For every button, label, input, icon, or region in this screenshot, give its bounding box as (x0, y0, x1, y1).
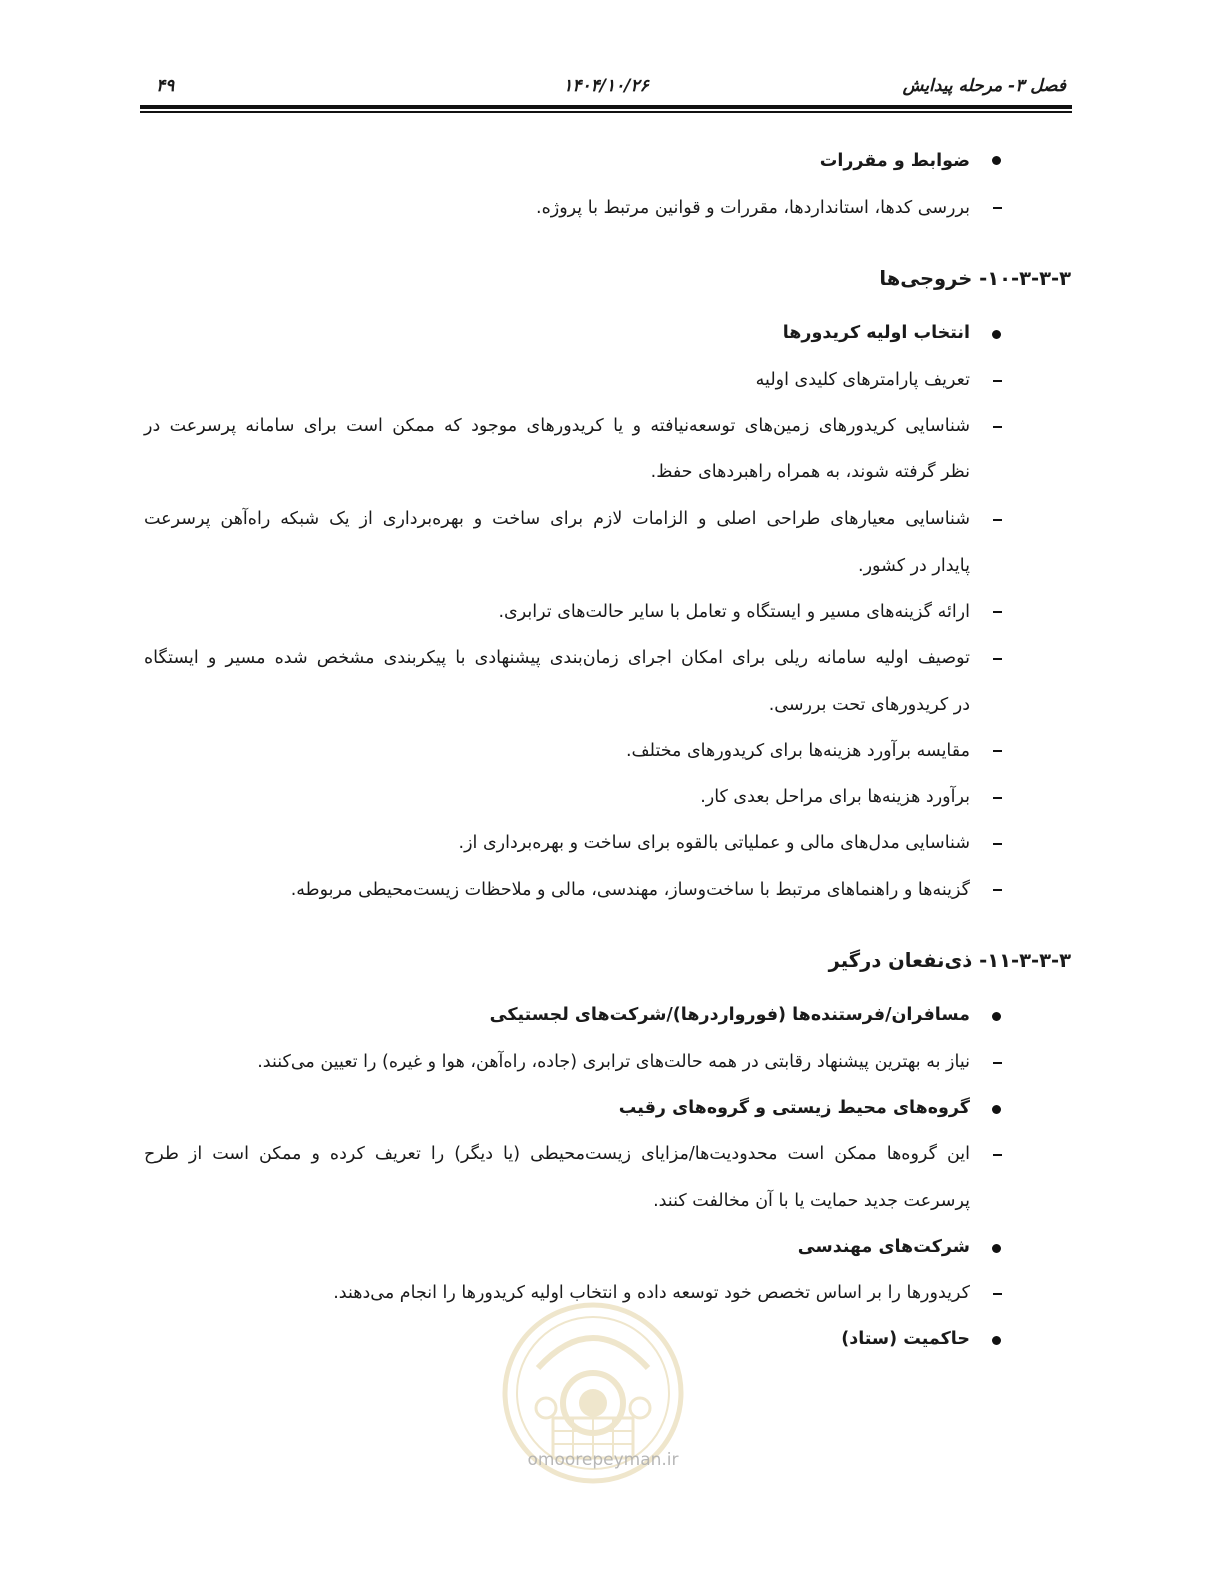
bullet-item: ضوابط و مقررات (819, 151, 970, 171)
bullet-item: شرکت‌های مهندسی (797, 1237, 970, 1257)
list-item: نیاز به بهترین پیشنهاد رقابتی در همه حالت‌های ترابری (جاده، راه‌آهن، هوا و غیره) را تعیین می‌کنند. (257, 1052, 970, 1072)
list-item: این گروه‌ها ممکن است محدودیت‌ها/مزایای زیست‌محیطی (یا دیگر) را تعریف کرده و ممکن است از طرح (144, 1144, 970, 1164)
dash-icon (993, 519, 1002, 521)
dash-icon (993, 889, 1002, 891)
dash-icon (993, 750, 1002, 752)
dash-icon (993, 207, 1002, 209)
chapter-title: فصل ۳- مرحله پیدایش (902, 76, 1066, 96)
list-item: برآورد هزینه‌ها برای مراحل بعدی کار. (700, 787, 970, 807)
section-heading: ۱۱-۳-۳-۳- ذی‌نفعان درگیر (828, 949, 1071, 972)
list-item: ارائه گزینه‌های مسیر و ایستگاه و تعامل با سایر حالت‌های ترابری. (498, 602, 970, 622)
bullet-icon (992, 1012, 1001, 1021)
bullet-icon (992, 1105, 1001, 1114)
bullet-item: مسافران/فرستنده‌ها (فورواردرها)/شرکت‌های لجستیکی (489, 1005, 970, 1025)
list-item: کریدورها را بر اساس تخصص خود توسعه داده و انتخاب اولیه کریدورها را انجام می‌دهند. (333, 1283, 970, 1303)
dash-icon (993, 380, 1002, 382)
header-rule-thin (140, 111, 1072, 113)
list-item: توصیف اولیه سامانه ریلی برای امکان اجرای زمان‌بندی پیشنهادی با پیکربندی مشخص شده مسیر و ایستگاه (144, 648, 970, 668)
list-item: بررسی کدها، استانداردها، مقررات و قوانین مرتبط با پروژه. (536, 198, 970, 218)
list-item: گزینه‌ها و راهنماهای مرتبط با ساخت‌وساز، مهندسی، مالی و ملاحظات زیست‌محیطی مربوطه. (290, 880, 970, 900)
list-item-continuation: پایدار در کشور. (858, 556, 970, 576)
bullet-icon (992, 330, 1001, 339)
dash-icon (993, 1154, 1002, 1156)
section-heading: ۱۰-۳-۳-۳- خروجی‌ها (879, 267, 1071, 290)
page-number: ۴۹ (156, 76, 175, 96)
dash-icon (993, 1293, 1002, 1295)
watermark-text: omoorepeyman.ir (527, 1450, 679, 1470)
list-item: تعریف پارامترهای کلیدی اولیه (755, 370, 970, 390)
dash-icon (993, 611, 1002, 613)
bullet-item: گروه‌های محیط زیستی و گروه‌های رقیب (618, 1098, 970, 1118)
list-item: شناسایی کریدورهای زمین‌های توسعه‌نیافته و یا کریدورهای موجود که ممکن است برای سامانه پرسرعت در (144, 416, 970, 436)
bullet-icon (992, 1244, 1001, 1253)
list-item: شناسایی مدل‌های مالی و عملیاتی بالقوه برای ساخت و بهره‌برداری از. (458, 833, 970, 853)
header-rule-thick (140, 105, 1072, 109)
dash-icon (993, 1062, 1002, 1064)
dash-icon (993, 843, 1002, 845)
list-item-continuation: در کریدورهای تحت بررسی. (768, 695, 970, 715)
dash-icon (993, 426, 1002, 428)
bullet-item: انتخاب اولیه کریدورها (782, 323, 970, 343)
list-item: مقایسه برآورد هزینه‌ها برای کریدورهای مختلف. (625, 741, 970, 761)
header-date: ۱۴۰۴/۱۰/۲۶ (563, 76, 649, 96)
page-header (140, 76, 1072, 100)
list-item-continuation: نظر گرفته شوند، به همراه راهبردهای حفظ. (650, 462, 970, 482)
dash-icon (993, 797, 1002, 799)
bullet-item: حاکمیت (ستاد) (841, 1329, 970, 1349)
bullet-icon (992, 156, 1001, 165)
list-item: شناسایی معیارهای طراحی اصلی و الزامات لازم برای ساخت و بهره‌برداری از یک شبکه راه‌آهن پرسرعت (144, 509, 970, 529)
bullet-icon (992, 1336, 1001, 1345)
dash-icon (993, 658, 1002, 660)
list-item-continuation: پرسرعت جدید حمایت یا با آن مخالفت کنند. (653, 1191, 970, 1211)
